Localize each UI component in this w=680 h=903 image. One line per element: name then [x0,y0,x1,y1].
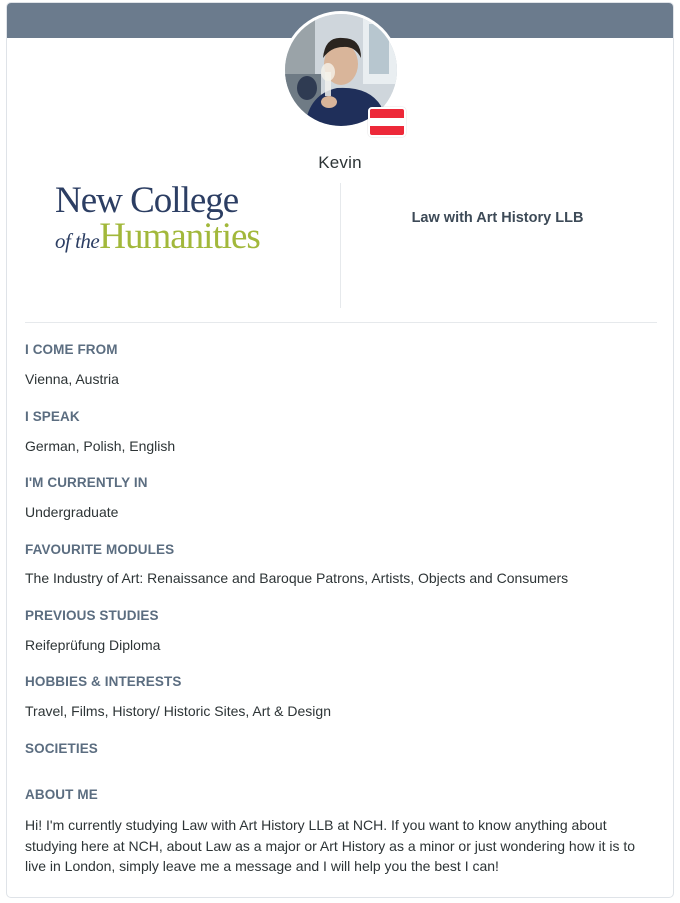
logo-line-humanities [55,216,315,262]
section-value-favourite-modules: The Industry of Art: Renaissance and Baroque Patrons, Artists, Objects and Consumers [25,570,569,586]
logo-humanities: Humanities [99,216,260,257]
section-value-about-me: Hi! I'm currently studying Law with Art History LLB at NCH. If you want to know anything about studying here at NCH, about Law as a major or Art History as a minor or just wondering how it is to live in London, simply leave me a message and I will help you the best I can! [25,817,636,874]
section-title-speak: I SPEAK [25,409,80,424]
section-title-currently-in: I'M CURRENTLY IN [25,475,148,490]
section-title-previous-studies: PREVIOUS STUDIES [25,608,159,623]
course-name: Law with Art History LLB [411,210,584,226]
profile-name: Kevin [318,153,362,172]
horizontal-divider [25,322,657,323]
section-title-about-me: ABOUT ME [25,787,98,802]
section-title-hobbies: HOBBIES & INTERESTS [25,674,182,689]
section-title-favourite-modules: FAVOURITE MODULES [25,542,175,557]
section-value-currently-in: Undergraduate [25,504,119,520]
section-title-societies: SOCIETIES [25,741,98,756]
section-value-hobbies: Travel, Films, History/ Historic Sites, Art & Design [25,703,331,719]
section-value-previous-studies: Reifeprüfung Diploma [25,637,161,653]
section-value-speak: German, Polish, English [25,438,176,454]
logo-line-new-college: New College [55,180,239,221]
section-title-come-from: I COME FROM [25,342,118,357]
institution-logo [55,180,315,259]
logo-of-the: of the [55,229,100,253]
vertical-divider [340,183,341,308]
austria-flag-icon [368,107,406,137]
section-value-come-from: Vienna, Austria [25,371,119,387]
profile-card [6,2,674,898]
